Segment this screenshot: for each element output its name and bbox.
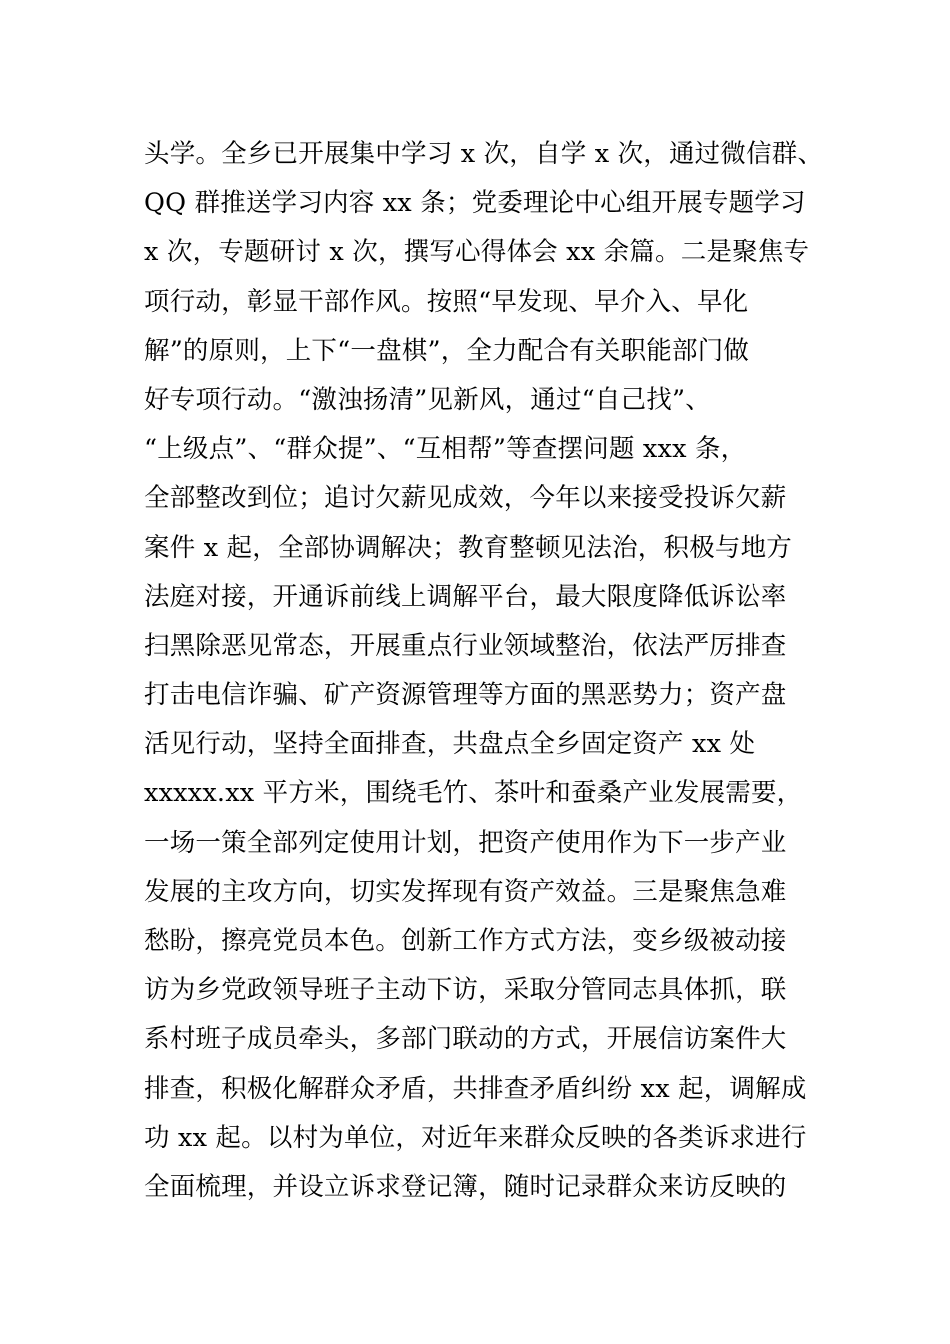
text-line: xxxxx.xx 平方米，围绕毛竹、茶叶和蚕桑产业发展需要， bbox=[144, 778, 803, 809]
text-line: 访为乡党政领导班子主动下访，采取分管同志具体抓，联 bbox=[144, 975, 787, 1006]
text-line: 一场一策全部列定使用计划，把资产使用作为下一步产业 bbox=[144, 827, 787, 858]
text-line: 系村班子成员牵头，多部门联动的方式，开展信访案件大 bbox=[144, 1024, 787, 1055]
text-line: 发展的主攻方向，切实发挥现有资产效益。三是聚焦急难 bbox=[144, 876, 787, 907]
text-line: “上级点”、“群众提”、“互相帮”等查摆问题 xxx 条， bbox=[144, 434, 747, 465]
text-line: 项行动，彰显干部作风。按照“早发现、早介入、早化 bbox=[144, 286, 749, 317]
text-line: 全部整改到位；追讨欠薪见成效，今年以来接受投诉欠薪 bbox=[144, 483, 787, 514]
text-line: 活见行动，坚持全面排查，共盘点全乡固定资产 xx 处 bbox=[144, 729, 756, 760]
text-line: 案件 x 起，全部协调解决；教育整顿见法治，积极与地方 bbox=[144, 532, 792, 563]
body-paragraph bbox=[144, 130, 844, 1212]
text-line: 打击电信诈骗、矿产资源管理等方面的黑恶势力；资产盘 bbox=[144, 680, 787, 711]
text-line: 功 xx 起。以村为单位，对近年来群众反映的各类诉求进行 bbox=[144, 1122, 807, 1153]
text-line: 扫黑除恶见常态，开展重点行业领域整治，依法严厉排查 bbox=[144, 630, 787, 661]
text-line: 愁盼，擦亮党员本色。创新工作方式方法，变乡级被动接 bbox=[144, 926, 787, 956]
text-line: 好专项行动。“激浊扬清”见新风，通过“自己找”、 bbox=[144, 384, 711, 415]
text-line: 头学。全乡已开展集中学习 x 次，自学 x 次，通过微信群、 bbox=[144, 139, 824, 169]
text-line: QQ 群推送学习内容 xx 条；党委理论中心组开展专题学习 bbox=[144, 188, 806, 219]
text-line: 法庭对接，开通诉前线上调解平台，最大限度降低诉讼率 bbox=[144, 581, 787, 612]
text-line: x 次，专题研讨 x 次，撰写心得体会 xx 余篇。二是聚焦专 bbox=[144, 237, 810, 268]
text-line: 排查，积极化解群众矛盾，共排查矛盾纠纷 xx 起，调解成 bbox=[144, 1073, 807, 1104]
text-line: 全面梳理，并设立诉求登记簿，随时记录群众来访反映的 bbox=[144, 1171, 787, 1202]
text-line: 解”的原则，上下“一盘棋”，全力配合有关职能部门做 bbox=[144, 335, 750, 366]
